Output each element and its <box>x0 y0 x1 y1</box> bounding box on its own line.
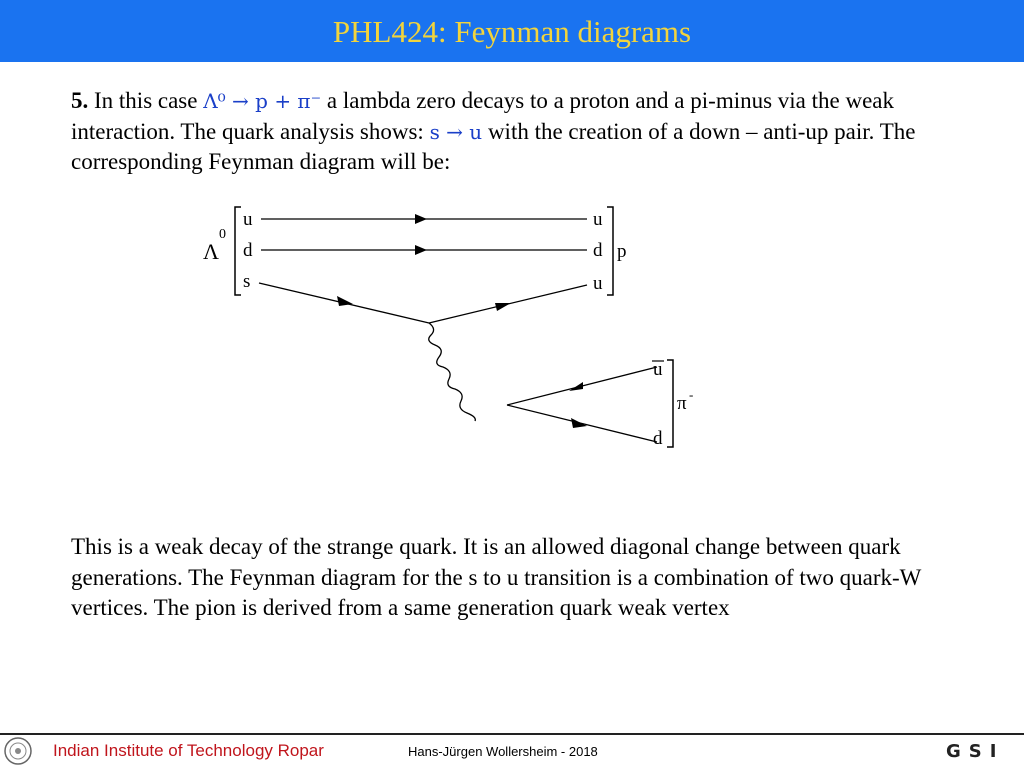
feynman-diagram <box>195 195 715 460</box>
intro-text-a: In this case <box>88 88 204 113</box>
w-boson-line <box>429 323 476 421</box>
pion-quark-2: d <box>653 428 663 449</box>
proton-bracket <box>607 207 613 295</box>
author-credit: Hans-Jürgen Wollersheim - 2018 <box>408 744 598 759</box>
initial-bracket <box>235 207 241 295</box>
u-out-arrow <box>495 303 511 311</box>
anti-u-arrow <box>569 382 583 391</box>
proton-quark-1: u <box>593 209 603 230</box>
lambda-superscript: 0 <box>219 227 226 242</box>
proton-quark-3: u <box>593 273 603 294</box>
pion-quark-1: u <box>653 359 663 380</box>
lambda-label: Λ <box>203 239 219 264</box>
initial-quark-2: d <box>243 240 253 261</box>
pion-bracket <box>667 360 673 447</box>
slide-header <box>0 0 1024 62</box>
institution-name: Indian Institute of Technology Ropar <box>53 741 324 760</box>
intro-paragraph <box>71 86 971 178</box>
pion-d-arrow <box>571 418 587 428</box>
intro-text-c: with the creation of a down – anti-up pair. The corresponding Feynman diagram will be: <box>71 118 916 174</box>
proton-label: p <box>617 241 627 262</box>
explanation-paragraph: This is a weak decay of the strange quark. It is an allowed diagonal change between quark generations. The Feynman diagram for the s to u transition is a combination of two quark-W vertices. The pion is derived from a same generation quark weak vertex <box>71 534 921 620</box>
decay-equation: Λ⁰ → p + π⁻ <box>203 89 322 113</box>
slide-title: PHL424: Feynman diagrams <box>332 14 692 49</box>
institute-seal-icon <box>3 736 33 766</box>
initial-quark-3: s <box>243 271 251 292</box>
pion-superscript: - <box>689 387 694 402</box>
quark-transition: s → u <box>429 119 483 144</box>
pion-label: π <box>677 393 687 414</box>
proton-quark-2: d <box>593 240 603 261</box>
item-number: 5. <box>71 88 89 113</box>
intro-text-b: a lambda zero decays to a proton and a pi-minus via the weak interaction. The quark analysis shows: <box>71 88 895 144</box>
footer-divider <box>0 733 1024 735</box>
gsi-logo: GSI <box>946 741 1005 762</box>
initial-quark-1: u <box>243 209 253 230</box>
